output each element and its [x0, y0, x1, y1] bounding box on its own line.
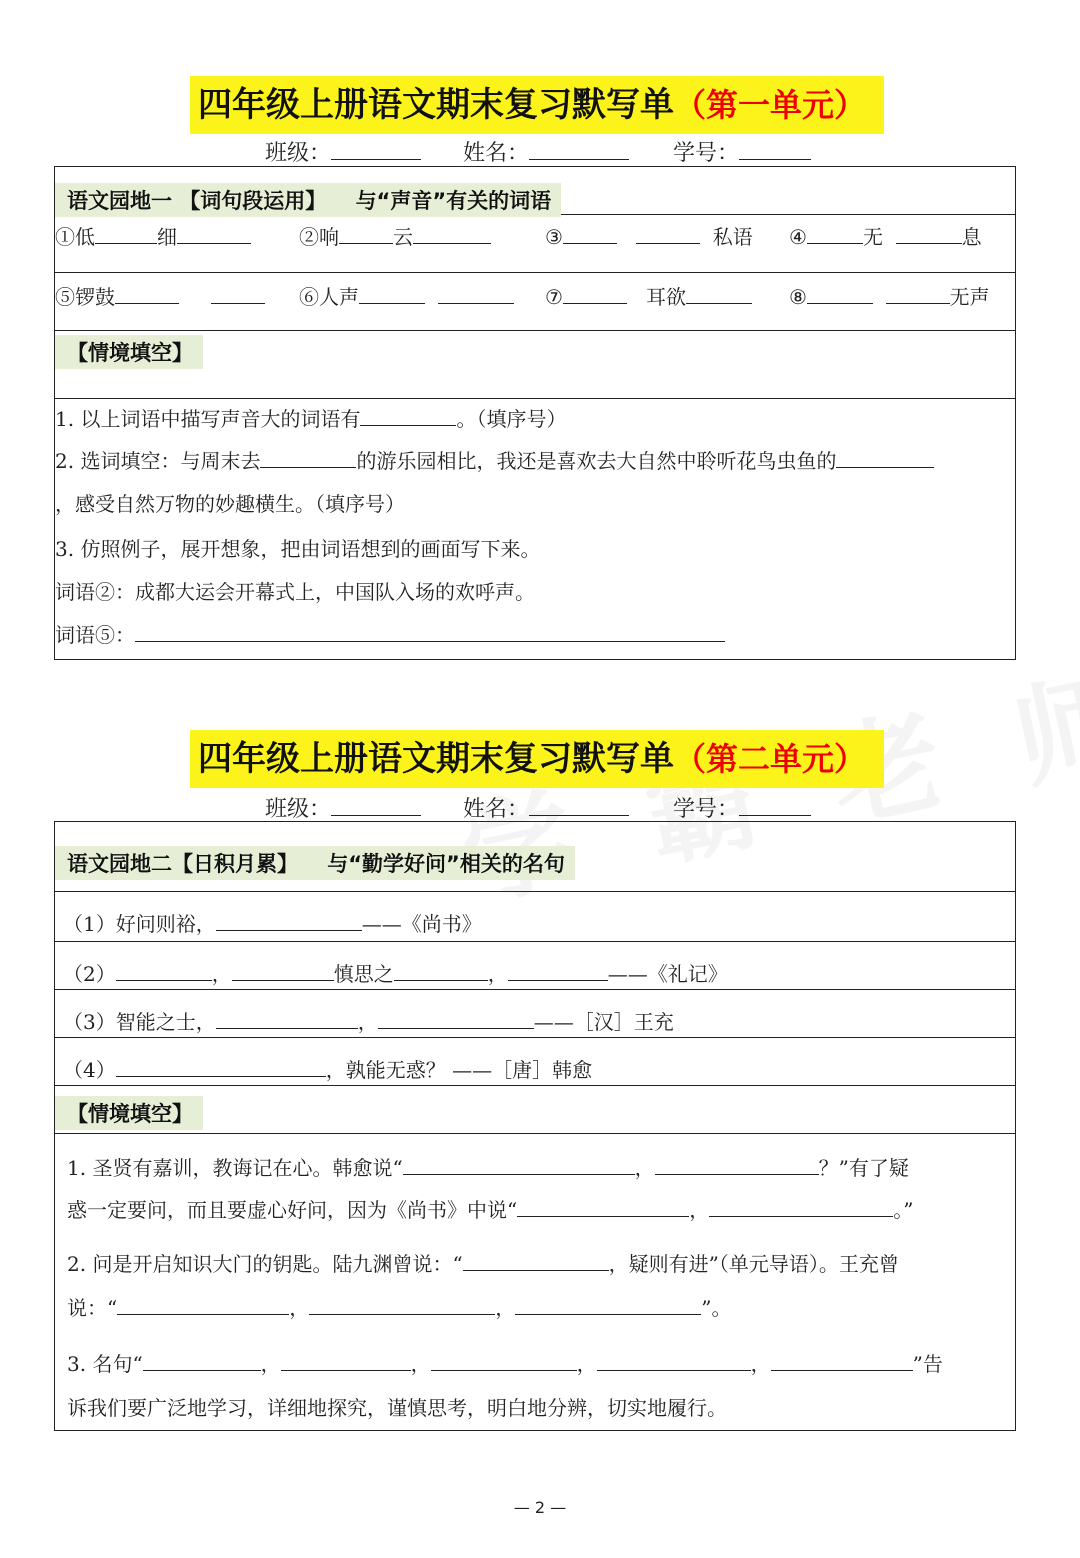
quote-row-3 — [55, 990, 1015, 1038]
class-label: 班级： — [265, 797, 332, 822]
word-item-8: ⑧ 无声 — [789, 285, 990, 309]
question-2-cont: ，感受自然万物的妙趣横生。（填序号） — [55, 492, 405, 516]
quote-4: （4） ，孰能无惑？ ——［唐］韩愈 — [63, 1058, 593, 1082]
unit1-table — [54, 166, 1016, 660]
class-field[interactable] — [331, 795, 421, 816]
worksheet-title-unit2 — [190, 730, 884, 788]
para-1-cont: 惑一定要问，而且要虚心好问，因为《尚书》中说“ ， 。” — [67, 1198, 914, 1222]
title-suffix: （第一单元） — [674, 86, 867, 124]
question-2: 2. 选词填空：与周末去 的游乐园相比，我还是喜欢去大自然中聆听花鸟虫鱼的 — [55, 445, 934, 474]
answer-field[interactable] — [135, 623, 725, 642]
title-suffix: （第二单元） — [674, 740, 867, 778]
context-questions-unit1 — [55, 399, 1015, 659]
name-field[interactable] — [529, 795, 629, 816]
quote-1: （1）好问则裕， ——《尚书》 — [63, 912, 482, 936]
word-item-3: ③ 私语 — [545, 225, 753, 249]
student-info-unit1 — [265, 136, 811, 167]
context-questions-unit2 — [55, 1134, 1015, 1430]
class-label: 班级： — [265, 141, 332, 166]
word-item-7: ⑦ 耳欲 — [545, 281, 752, 310]
quote-2: （2） ， 慎思之 ， ——《礼记》 — [63, 962, 728, 986]
context-header-unit2 — [55, 1086, 1015, 1134]
quote-row-1 — [55, 892, 1015, 942]
worksheet-title-unit1 — [190, 76, 884, 134]
word-item-2: ②响 云 — [299, 221, 491, 250]
para-2-cont: 说：“ ， ， ”。 — [67, 1296, 732, 1320]
word-row-1 — [55, 215, 1015, 273]
number-field[interactable] — [739, 795, 811, 816]
name-field[interactable] — [529, 139, 629, 160]
para-3: 3. 名句“ ， ， ， ， ”告 — [67, 1352, 943, 1376]
title-text: 四年级上册语文期末复习默写单 — [198, 739, 674, 779]
word-item-6: ⑥人声 — [299, 281, 514, 310]
unit1-section-header — [55, 167, 1015, 215]
number-label: 学号： — [673, 141, 740, 166]
quote-row-4 — [55, 1038, 1015, 1086]
question-1: 1. 以上词语中描写声音大的词语有 。（填序号） — [55, 407, 567, 431]
number-label: 学号： — [673, 797, 740, 822]
number-field[interactable] — [739, 139, 811, 160]
word-item-4: ④ 无 息 — [789, 225, 982, 249]
quote-row-2 — [55, 942, 1015, 990]
section-title: 语文园地二【日积月累】 与“勤学好问”相关的名句 — [55, 846, 575, 880]
answer-line: 词语⑤： — [55, 619, 725, 648]
page-number: — 2 — — [513, 1498, 567, 1517]
unit2-section-header — [55, 822, 1015, 892]
name-label: 姓名： — [463, 141, 530, 166]
word-item-5: ⑤锣鼓 — [55, 281, 265, 310]
name-label: 姓名： — [463, 797, 530, 822]
example-sentence: 词语②：成都大运会开幕式上，中国队入场的欢呼声。 — [55, 580, 535, 604]
question-3: 3. 仿照例子，展开想象，把由词语想到的画面写下来。 — [55, 537, 541, 561]
para-2: 2. 问是开启知识大门的钥匙。陆九渊曾说：“ ，疑则有进”（单元导语）。王充曾 — [67, 1252, 899, 1276]
context-title: 【情境填空】 — [55, 1096, 203, 1130]
section-title: 语文园地一 【词句段运用】 与“声音”有关的词语 — [55, 183, 561, 217]
para-3-cont: 诉我们要广泛地学习，详细地探究，谨慎思考，明白地分辨，切实地履行。 — [67, 1396, 727, 1420]
context-title: 【情境填空】 — [55, 335, 203, 369]
student-info-unit2 — [265, 792, 811, 823]
title-text: 四年级上册语文期末复习默写单 — [198, 85, 674, 125]
word-item-1: ①低 细 — [55, 221, 251, 250]
class-field[interactable] — [331, 139, 421, 160]
unit2-table — [54, 821, 1016, 1431]
context-header-unit1 — [55, 331, 1015, 399]
word-row-2 — [55, 273, 1015, 331]
para-1: 1. 圣贤有嘉训，教诲记在心。韩愈说“ ， ？”有了疑 — [67, 1156, 909, 1180]
quote-3: （3）智能之士， ， ——［汉］王充 — [63, 1010, 674, 1034]
